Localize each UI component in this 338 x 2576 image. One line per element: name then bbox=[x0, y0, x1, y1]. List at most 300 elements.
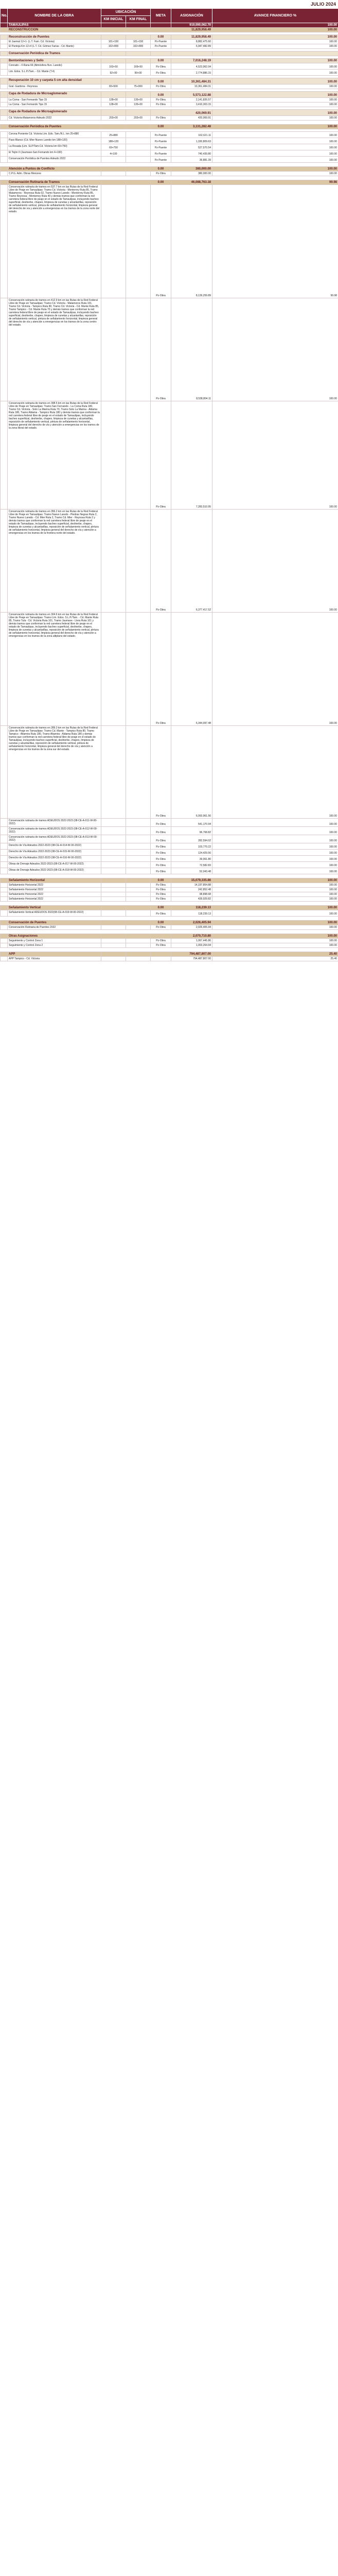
km-inicial-cell bbox=[101, 125, 126, 129]
header-km-inicial: KM INICIAL bbox=[101, 16, 126, 23]
table-row bbox=[1, 856, 338, 862]
avance-cell: 100.00 bbox=[212, 850, 338, 856]
asignacion-cell: 10,361,484.31 bbox=[171, 84, 212, 89]
avance-cell: 100.00 bbox=[212, 110, 338, 116]
avance-cell: 100.00 bbox=[212, 835, 338, 843]
no-cell bbox=[1, 726, 8, 819]
grp-row bbox=[1, 52, 338, 56]
km-final-cell bbox=[126, 298, 151, 401]
km-inicial-cell: 128+00 bbox=[101, 103, 126, 107]
tot-row bbox=[1, 952, 338, 957]
spacer-row bbox=[1, 917, 338, 921]
meta-cell: Pz-Obra bbox=[151, 850, 171, 856]
works-table bbox=[0, 8, 338, 961]
meta-cell: Pz-Obra bbox=[151, 943, 171, 948]
asignacion-cell: 5,573,122.88 bbox=[171, 92, 212, 98]
km-inicial-cell bbox=[101, 819, 126, 827]
meta-cell: Pz-Obra bbox=[151, 98, 171, 103]
table-row bbox=[1, 888, 338, 892]
asignacion-cell: 3,410,303.15 bbox=[171, 103, 212, 107]
no-cell bbox=[1, 843, 8, 850]
km-inicial-cell bbox=[101, 157, 126, 163]
name-cell: Conservación Rutinaria de Tramos bbox=[8, 180, 101, 185]
no-cell bbox=[1, 957, 8, 961]
table-row bbox=[1, 401, 338, 510]
meta-cell: Pz-Puente bbox=[151, 157, 171, 163]
table-row bbox=[1, 40, 338, 44]
avance-cell: 100.00 bbox=[212, 84, 338, 89]
spacer-cell bbox=[1, 176, 338, 180]
avance-cell: 100.00 bbox=[212, 939, 338, 943]
name-cell: Conservación rutinaria de tramos en 356.2 km en las Rutas de la Red Federal Libre de Peaje en Tamaulipas: Tramo Nuevo Laredo - Piedras Negras Ruta 2, Tramo Nuevo Laredo - Cd. Mier Ruta 2, Tramo Cd. Mier - Reynosa Ruta 2 y demás tramos que conforman la red carretera federal libre de peaje en el estado de Tamaulipas, incluyendo bacheo superficial, deshierbe, chapeo, limpieza de cunetas y alcantarillas, reposición de señalamiento vertical, pintura de señalamiento horizontal, limpieza general del derecho de vía y atención a emergencias en los tramos de la frontera norte del estado. bbox=[8, 510, 101, 613]
asignacion-cell: 96,768.82 bbox=[171, 827, 212, 835]
km-inicial-cell: 102+800 bbox=[101, 44, 126, 49]
meta-cell: Pz-Obra bbox=[151, 185, 171, 298]
km-inicial-cell: 101+150 bbox=[101, 40, 126, 44]
no-cell bbox=[1, 44, 8, 49]
asignacion-cell: 6,947,482.89 bbox=[171, 44, 212, 49]
no-cell bbox=[1, 63, 8, 70]
km-inicial-cell bbox=[101, 298, 126, 401]
avance-cell: 100.00 bbox=[212, 98, 338, 103]
no-cell bbox=[1, 35, 8, 40]
km-inicial-cell: 203+00 bbox=[101, 116, 126, 121]
no-cell bbox=[1, 862, 8, 868]
meta-cell: Pz-Puente bbox=[151, 144, 171, 150]
name-cell: Conservación rutinaria de tramos en 537.7 km en las Rutas de la Red Federal Libre de Peaje en Tamaulipas: Tramo Cd. Victoria - Monterrey Ruta 85, Tramo Matamoros - Reynosa Ruta 02, Tramo Nuevo Laredo - Monterrey Ruta 85, Tramo Reynosa - Monterrey Ruta 40 y demás tramos que conforman la red carretera federal libre de peaje en el estado de Tamaulipas, incluyendo bacheo superficial, deshierbe, chapeo, limpieza de cunetas y alcantarillas, reposición de señalamiento vertical, pintura de señalamiento horizontal, limpieza general del derecho de vía y atención a emergencias en los tramos de la zona norte del estado. bbox=[8, 185, 101, 298]
table-row bbox=[1, 883, 338, 888]
name-cell: Derecho de Vía Adeudos 2022-2023 (08-CE-A-014-W-00-2022) bbox=[8, 843, 101, 850]
asignacion-cell: 919,090,062.70 bbox=[171, 23, 212, 28]
name-cell: Conservación rutinaria de tramos en 398.5 km en las Rutas de la Red Federal Libre de Peaje en Tamaulipas: Tramo San Fernando - La Coma Ruta 180, Tramo Cd. Victoria - Soto La Marina Ruta 70, Tramo Soto La Marina - Aldama Ruta 180, Tramo Aldama - Tampico Ruta 180 y demás tramos que conforman la red carretera federal libre de peaje en el estado de Tamaulipas, incluyendo bacheo superficial, deshierbe, chapeo, limpieza de cunetas y alcantarillas, reposición de señalamiento vertical, pintura de señalamiento horizontal, limpieza general del derecho de vía y atención a emergencias en los tramos de la zona litoral del estado. bbox=[8, 401, 101, 510]
avance-cell: 100.00 bbox=[212, 925, 338, 930]
spacer-cell bbox=[1, 121, 338, 125]
asignacion-cell: 527,570.54 bbox=[171, 144, 212, 150]
meta-cell: Pz-Obra bbox=[151, 298, 171, 401]
spacer-cell bbox=[1, 917, 338, 921]
no-cell bbox=[1, 52, 8, 56]
km-inicial-cell bbox=[101, 943, 126, 948]
spacer-cell bbox=[1, 948, 338, 952]
table-row bbox=[1, 726, 338, 819]
name-cell: Bentonitaciones y Sello bbox=[8, 59, 101, 63]
no-cell bbox=[1, 103, 8, 107]
km-final-cell bbox=[126, 172, 151, 176]
avance-cell: 100.00 bbox=[212, 726, 338, 819]
meta-cell: Pz-Obra bbox=[151, 63, 171, 70]
name-cell: Señalamiento Horizontal 2022 bbox=[8, 892, 101, 897]
km-final-cell bbox=[126, 892, 151, 897]
km-final-cell bbox=[126, 401, 151, 510]
asignacion-cell: 740,439.80 bbox=[171, 150, 212, 157]
asignacion-cell: 98,898.68 bbox=[171, 892, 212, 897]
no-cell bbox=[1, 150, 8, 157]
meta-cell bbox=[151, 110, 171, 116]
name-cell: La Coma - San Fernando Tipo 15 bbox=[8, 98, 101, 103]
name-cell: Obras de Drenaje Adeudos 2022-2023 (08-CE-A-017-W-00-2022) bbox=[8, 862, 101, 868]
header-asignacion: ASIGNACIÓN bbox=[171, 9, 212, 23]
avance-cell: 25.40 bbox=[212, 957, 338, 961]
asignacion-cell: 380,000.00 bbox=[171, 167, 212, 172]
grp-row bbox=[1, 92, 338, 98]
avance-cell: 100.00 bbox=[212, 63, 338, 70]
no-cell bbox=[1, 510, 8, 613]
meta-cell: Pz-Obra bbox=[151, 868, 171, 874]
name-cell: Señalamiento Vertical ADEUDOS 2022(08-CE-A-019-W-00-2022) bbox=[8, 910, 101, 917]
asignacion-cell: 794,487,807.00 bbox=[171, 952, 212, 957]
km-inicial-cell bbox=[101, 843, 126, 850]
header-meta: META bbox=[151, 9, 171, 23]
km-inicial-cell bbox=[101, 180, 126, 185]
km-inicial-cell bbox=[101, 888, 126, 892]
table-body bbox=[1, 23, 338, 961]
meta-cell: 0.00 bbox=[151, 78, 171, 84]
name-cell: La Coma - San Fernando Tipo 15 bbox=[8, 103, 101, 107]
avance-cell: 100.00 bbox=[212, 138, 338, 144]
asignacion-cell: 420,069.91 bbox=[171, 110, 212, 116]
km-final-cell: 135+00 bbox=[126, 98, 151, 103]
spacer-cell bbox=[1, 930, 338, 934]
avance-cell: 100.00 bbox=[212, 906, 338, 910]
km-final-cell bbox=[126, 862, 151, 868]
avance-cell: 100.00 bbox=[212, 144, 338, 150]
spacer-row bbox=[1, 163, 338, 167]
meta-cell bbox=[151, 934, 171, 939]
meta-cell: Pz-Puente bbox=[151, 44, 171, 49]
table-row bbox=[1, 138, 338, 144]
name-cell: Señalamiento Horizontal 2022 bbox=[8, 883, 101, 888]
name-cell: El Jaemal 12+1- (L.T. Fam. Cd. Victoria) bbox=[8, 40, 101, 44]
no-cell bbox=[1, 138, 8, 144]
km-inicial-cell bbox=[101, 957, 126, 961]
km-inicial-cell bbox=[101, 167, 126, 172]
avance-cell: 100.00 bbox=[212, 843, 338, 850]
header-km-final: KM FINAL bbox=[126, 16, 151, 23]
asignacion-cell: 541,170.94 bbox=[171, 819, 212, 827]
table-row bbox=[1, 70, 338, 76]
km-inicial-cell: 128+00 bbox=[101, 98, 126, 103]
meta-cell: 0.00 bbox=[151, 125, 171, 129]
km-final-cell bbox=[126, 726, 151, 819]
name-cell: Conservación rutinaria de tramos ADEUDOS 2022-2023 (08-CE-A-011-W-00-2022) bbox=[8, 819, 101, 827]
km-inicial-cell bbox=[101, 910, 126, 917]
km-final-cell bbox=[126, 934, 151, 939]
name-cell: Conservación rutinaria de tramos en 304.6 km en las Rutas de la Red Federal Libre de Peaje en Tamaulipas: Tramo Lím. Edos. S.L.P./Tam. - Cd. Mante Ruta 85, Tramo Tula - Cd. Victoria Ruta 101, Tramo Jaumave - Llera Ruta 101 y demás tramos que conforman la red carretera federal libre de peaje en el estado de Tamaulipas, incluyendo bacheo superficial, deshierbe, chapeo, limpieza de cunetas y alcantarillas, reposición de señalamiento vertical, pintura de señalamiento horizontal, limpieza general del derecho de vía y atención a emergencias en los tramos de la zona altiplano del estado. bbox=[8, 613, 101, 726]
table-row bbox=[1, 843, 338, 850]
no-cell bbox=[1, 897, 8, 902]
avance-cell: 100.00 bbox=[212, 910, 338, 917]
km-final-cell bbox=[126, 952, 151, 957]
no-cell bbox=[1, 125, 8, 129]
meta-cell: Pz-Puente bbox=[151, 150, 171, 157]
name-cell: Señalamiento Horizontal 2022 bbox=[8, 897, 101, 902]
avance-cell: 100.00 bbox=[212, 23, 338, 28]
table-row bbox=[1, 862, 338, 868]
table-header bbox=[1, 9, 338, 23]
name-cell: Corona Poniente Cd. Victoria Lim. Edo. Tam./N.L. km 25+880 bbox=[8, 132, 101, 138]
meta-cell: Pz-Obra bbox=[151, 835, 171, 843]
km-final-cell bbox=[126, 150, 151, 157]
km-final-cell: 75+000 bbox=[126, 84, 151, 89]
no-cell bbox=[1, 23, 8, 28]
km-inicial-cell bbox=[101, 110, 126, 116]
km-inicial-cell: 4+100 bbox=[101, 150, 126, 157]
meta-cell: Pz-Obra bbox=[151, 819, 171, 827]
asignacion-cell: 2,141,826.57 bbox=[171, 98, 212, 103]
asignacion-cell: 8,882,475.60 bbox=[171, 40, 212, 44]
asignacion-cell: 794,487,807.00 bbox=[171, 957, 212, 961]
name-cell: Lim. Edos. S.L.P./Tam. - Cd. Mante (T.4) bbox=[8, 70, 101, 76]
no-cell bbox=[1, 613, 8, 726]
km-final-cell bbox=[126, 167, 151, 172]
asignacion-cell: 36,881.39 bbox=[171, 157, 212, 163]
name-cell: Paso Blanco (Cd. Mier-Nuevo Laredo km 188+120) bbox=[8, 138, 101, 144]
table-row bbox=[1, 925, 338, 930]
avance-cell: 100.00 bbox=[212, 40, 338, 44]
meta-cell: Pz-Obra bbox=[151, 862, 171, 868]
asignacion-cell: 2,774,886.15 bbox=[171, 70, 212, 76]
table-row bbox=[1, 185, 338, 298]
km-final-cell bbox=[126, 906, 151, 910]
sec-row bbox=[1, 934, 338, 939]
avance-cell: 99.98 bbox=[212, 180, 338, 185]
km-inicial-cell bbox=[101, 850, 126, 856]
km-inicial-cell bbox=[101, 726, 126, 819]
avance-cell: 100.00 bbox=[212, 172, 338, 176]
no-cell bbox=[1, 172, 8, 176]
km-inicial-cell bbox=[101, 934, 126, 939]
asignacion-cell: 162,621.11 bbox=[171, 132, 212, 138]
name-cell: Conservación rutinaria de tramos ADEUDOS 2022-2023 (08-CE-A-013-W-00-2022) bbox=[8, 835, 101, 843]
km-inicial-cell bbox=[101, 906, 126, 910]
name-cell: Señalamiento Vertical bbox=[8, 906, 101, 910]
meta-cell: Pz-Puente bbox=[151, 40, 171, 44]
avance-cell: 100.00 bbox=[212, 103, 338, 107]
km-inicial-cell bbox=[101, 878, 126, 883]
km-final-cell bbox=[126, 883, 151, 888]
avance-cell: 100.00 bbox=[212, 167, 338, 172]
meta-cell: Pz-Obra bbox=[151, 856, 171, 862]
name-cell: Derecho de Vía Adeudos 2022-2023 (08-CE-A-015-W-00-2022) bbox=[8, 850, 101, 856]
grp-row bbox=[1, 78, 338, 84]
header-name: NOMBRE DE LA OBRA bbox=[8, 9, 101, 23]
name-cell: Conservación rutinaria de tramos en 289.3 km en las Rutas de la Red Federal Libre de Peaje en Tamaulipas: Tramo Cd. Mante - Tampico Ruta 80, Tramo Tampico - Altamira Ruta 180, Tramo Altamira - Aldama Ruta 180 y demás tramos que conforman la red carretera federal libre de peaje en el estado de Tamaulipas, incluyendo bacheo superficial, deshierbe, chapeo, limpieza de cunetas y alcantarillas, reposición de señalamiento vertical, pintura de señalamiento horizontal, limpieza general del derecho de vía y atención a emergencias en los tramos de la zona sur del estado. bbox=[8, 726, 101, 819]
avance-cell: 100.00 bbox=[212, 401, 338, 510]
meta-cell bbox=[151, 52, 171, 56]
table-row bbox=[1, 132, 338, 138]
table-row bbox=[1, 44, 338, 49]
meta-cell: Pz-Puente bbox=[151, 132, 171, 138]
sec-row bbox=[1, 906, 338, 910]
asignacion-cell: 14,197,854.88 bbox=[171, 883, 212, 888]
meta-cell: Pz-Obra bbox=[151, 172, 171, 176]
km-final-cell bbox=[126, 144, 151, 150]
km-final-cell bbox=[126, 819, 151, 827]
table-row bbox=[1, 103, 338, 107]
km-inicial-cell bbox=[101, 23, 126, 28]
km-final-cell bbox=[126, 827, 151, 835]
asignacion-cell: 3,131,282.48 bbox=[171, 125, 212, 129]
asignacion-cell: 124,429.56 bbox=[171, 850, 212, 856]
avance-cell: 100.00 bbox=[212, 298, 338, 401]
no-cell bbox=[1, 943, 8, 948]
km-final-cell bbox=[126, 185, 151, 298]
name-cell: El Pantoja Km 12+4 (L.T. Cd. Gómez Farías - Cd. Mante) bbox=[8, 44, 101, 49]
km-final-cell bbox=[126, 835, 151, 843]
avance-cell: 100.00 bbox=[212, 125, 338, 129]
km-inicial-cell bbox=[101, 28, 126, 32]
name-cell: Atención a Puntos de Conflicto bbox=[8, 167, 101, 172]
asignacion-cell: 2,026,405.94 bbox=[171, 925, 212, 930]
km-inicial-cell: 92+00 bbox=[101, 70, 126, 76]
table-row bbox=[1, 827, 338, 835]
table-row bbox=[1, 613, 338, 726]
meta-cell: Pz-Obra bbox=[151, 925, 171, 930]
name-cell: Seguimiento y Control Zona 1 bbox=[8, 939, 101, 943]
table-row bbox=[1, 897, 338, 902]
avance-cell: 100.00 bbox=[212, 35, 338, 40]
km-final-cell bbox=[126, 897, 151, 902]
km-final-cell bbox=[126, 510, 151, 613]
km-final-cell bbox=[126, 52, 151, 56]
km-inicial-cell bbox=[101, 59, 126, 63]
name-cell: Capa de Rodadura de Microaglomerado bbox=[8, 92, 101, 98]
asignacion-cell: 10,361,484.31 bbox=[171, 78, 212, 84]
km-inicial-cell: 83+500 bbox=[101, 84, 126, 89]
avance-cell: 100.00 bbox=[212, 883, 338, 888]
meta-cell: 0.00 bbox=[151, 92, 171, 98]
meta-cell: Pz-Obra bbox=[151, 910, 171, 917]
km-inicial-cell bbox=[101, 862, 126, 868]
asignacion-cell bbox=[171, 52, 212, 56]
avance-cell: 100.00 bbox=[212, 897, 338, 902]
sec-row bbox=[1, 125, 338, 129]
km-inicial-cell: 69+750 bbox=[101, 144, 126, 150]
asignacion-cell: 282,594.02 bbox=[171, 835, 212, 843]
km-inicial-cell: 163+50 bbox=[101, 63, 126, 70]
table-row bbox=[1, 172, 338, 176]
meta-cell: 0.00 bbox=[151, 35, 171, 40]
grp-row bbox=[1, 110, 338, 116]
avance-cell: 100.00 bbox=[212, 892, 338, 897]
km-final-cell bbox=[126, 138, 151, 144]
report-date: JULIO 2024 bbox=[310, 2, 336, 7]
meta-cell: 0.00 bbox=[151, 921, 171, 925]
km-inicial-cell bbox=[101, 52, 126, 56]
avance-cell: 100.00 bbox=[212, 921, 338, 925]
no-cell bbox=[1, 906, 8, 910]
no-cell bbox=[1, 827, 8, 835]
km-inicial-cell bbox=[101, 868, 126, 874]
avance-cell: 100.00 bbox=[212, 856, 338, 862]
name-cell: Obras de Drenaje Adeudos 2022-2023 (08-CE-A-018-W-00-2022) bbox=[8, 868, 101, 874]
avance-cell: 100.00 bbox=[212, 78, 338, 84]
meta-cell: Pz-Obra bbox=[151, 613, 171, 726]
avance-cell: 100.00 bbox=[212, 510, 338, 613]
no-cell bbox=[1, 98, 8, 103]
avance-cell: 100.00 bbox=[212, 613, 338, 726]
asignacion-cell: 72,582.83 bbox=[171, 862, 212, 868]
table-row bbox=[1, 298, 338, 401]
asignacion-cell: 6,093,961.56 bbox=[171, 726, 212, 819]
asignacion-cell: 6,344,097.48 bbox=[171, 613, 212, 726]
km-final-cell bbox=[126, 59, 151, 63]
km-final-cell: 135+00 bbox=[126, 103, 151, 107]
no-cell bbox=[1, 921, 8, 925]
table-row bbox=[1, 835, 338, 843]
name-cell: Conrado – F.Rana 66 (Atmósfera Nvo. Laredo) bbox=[8, 63, 101, 70]
no-cell bbox=[1, 298, 8, 401]
spacer-row bbox=[1, 874, 338, 878]
spacer-cell bbox=[1, 902, 338, 906]
name-cell: El Tejón II (Jaumave-San Fernando km 4+100) bbox=[8, 150, 101, 157]
km-final-cell bbox=[126, 921, 151, 925]
km-final-cell bbox=[126, 110, 151, 116]
meta-cell: Pz-Obra bbox=[151, 84, 171, 89]
avance-cell: 100.00 bbox=[212, 44, 338, 49]
avance-cell: 99.98 bbox=[212, 185, 338, 298]
asignacion-cell: 242,852.48 bbox=[171, 888, 212, 892]
table-row bbox=[1, 157, 338, 163]
no-cell bbox=[1, 925, 8, 930]
name-cell: Cd. Victoria-Matamoros Adeudo 2022 bbox=[8, 116, 101, 121]
no-cell bbox=[1, 84, 8, 89]
table-row bbox=[1, 116, 338, 121]
meta-cell: Pz-Obra bbox=[151, 827, 171, 835]
header-no: No. bbox=[1, 9, 8, 23]
meta-cell: Pz-Obra bbox=[151, 103, 171, 107]
no-cell bbox=[1, 878, 8, 883]
spacer-row bbox=[1, 948, 338, 952]
name-cell: Conservación Periódica de Puentes bbox=[8, 125, 101, 129]
asignacion-cell: 420,069.91 bbox=[171, 116, 212, 121]
km-final-cell bbox=[126, 78, 151, 84]
avance-cell: 100.00 bbox=[212, 116, 338, 121]
km-final-cell bbox=[126, 613, 151, 726]
no-cell bbox=[1, 157, 8, 163]
no-cell bbox=[1, 401, 8, 510]
name-cell: Capa de Rodadura de Microaglomerado bbox=[8, 110, 101, 116]
asignacion-cell: 4,523,962.04 bbox=[171, 63, 212, 70]
meta-cell: Pz-Obra bbox=[151, 401, 171, 510]
km-final-cell bbox=[126, 957, 151, 961]
no-cell bbox=[1, 910, 8, 917]
avance-cell: 100.00 bbox=[212, 132, 338, 138]
km-inicial-cell bbox=[101, 892, 126, 897]
km-inicial-cell bbox=[101, 613, 126, 726]
asignacion-cell: 6,377,417.52 bbox=[171, 510, 212, 613]
no-cell bbox=[1, 185, 8, 298]
asignacion-cell: 103,770.22 bbox=[171, 843, 212, 850]
name-cell: APP Tampico - Cd. Victoria bbox=[8, 957, 101, 961]
km-inicial-cell bbox=[101, 835, 126, 843]
meta-cell: Pz-Obra bbox=[151, 116, 171, 121]
no-cell bbox=[1, 144, 8, 150]
meta-cell: 0.00 bbox=[151, 906, 171, 910]
table-row bbox=[1, 957, 338, 961]
asignacion-cell: 380,000.00 bbox=[171, 172, 212, 176]
name-cell: Conservación de Puentes bbox=[8, 921, 101, 925]
name-cell: Recuperación 10 cm y carpeta 5 cm alta densidad bbox=[8, 78, 101, 84]
spacer-cell bbox=[1, 163, 338, 167]
meta-cell bbox=[151, 952, 171, 957]
meta-cell bbox=[151, 957, 171, 961]
meta-cell: 0.00 bbox=[151, 180, 171, 185]
meta-cell: Pz-Obra bbox=[151, 510, 171, 613]
asignacion-cell: 2,026,405.94 bbox=[171, 921, 212, 925]
meta-cell bbox=[151, 28, 171, 32]
no-cell bbox=[1, 819, 8, 827]
